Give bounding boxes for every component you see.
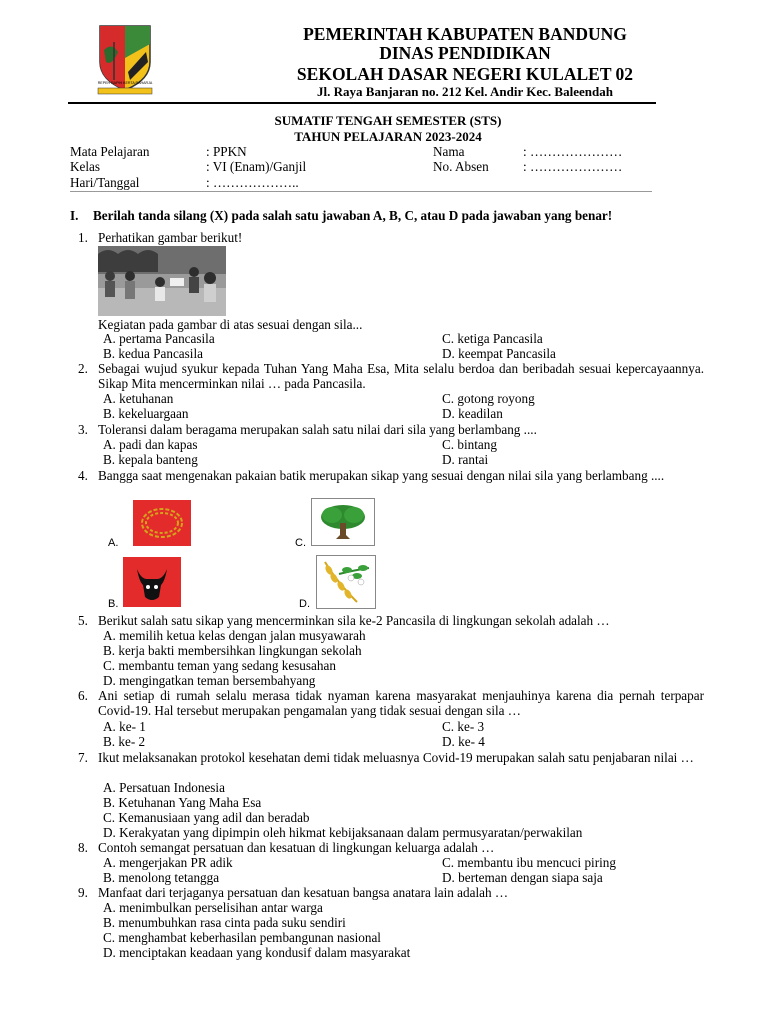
date-label: Hari/Tanggal	[70, 175, 140, 190]
q1-text: Perhatikan gambar berikut!	[98, 230, 243, 245]
subject-label: Mata Pelajaran	[70, 144, 150, 159]
q7-option-c[interactable]: C. Kemanusiaan yang adil dan beradab	[103, 810, 310, 825]
q8-option-d[interactable]: D. berteman dengan siapa saja	[442, 870, 603, 885]
q8-text: Contoh semangat persatuan dan kesatuan di lingkungan keluarga adalah …	[98, 840, 495, 855]
q7-option-d[interactable]: D. Kerakyatan yang dipimpin oleh hikmat kebijaksanaan dalam permusyaratan/perwakilan	[103, 825, 583, 840]
q4-option-c[interactable]: C.	[295, 537, 306, 549]
q6-text: Ani setiap di rumah selalu merasa tidak nyaman karena masyarakat menjauhinya karena dia pernah terpapar Covid-19. Hal tersebut merupakan pengamalan yang tidak sesuai dengan sila …	[98, 688, 704, 719]
header-address: Jl. Raya Banjaran no. 212 Kel. Andir Kec. Baleendah	[317, 84, 613, 99]
q7-option-a[interactable]: A. Persatuan Indonesia	[103, 780, 225, 795]
q9-option-d[interactable]: D. menciptakan keadaan yang kondusif dalam masyarakat	[103, 945, 411, 960]
class-label: Kelas	[70, 159, 101, 174]
q3-text: Toleransi dalam beragama merupakan salah satu nilai dari sila yang berlambang ....	[98, 422, 537, 437]
q8-option-c[interactable]: C. membantu ibu mencuci piring	[442, 855, 616, 870]
q6-option-b[interactable]: B. ke- 2	[103, 734, 146, 749]
q2-option-d[interactable]: D. keadilan	[442, 406, 503, 421]
name-field[interactable]: : …………………	[523, 144, 623, 159]
exam-year: TAHUN PELAJARAN 2023-2024	[294, 129, 482, 144]
name-label: Nama	[433, 144, 465, 159]
q1-photo	[98, 246, 226, 316]
q9-option-c[interactable]: C. menghambat keberhasilan pembangunan nasional	[103, 930, 381, 945]
q3-option-d[interactable]: D. rantai	[442, 452, 489, 467]
q7-option-b[interactable]: B. Ketuhanan Yang Maha Esa	[103, 795, 262, 810]
info-divider	[70, 191, 652, 192]
q7-text: Ikut melaksanakan protokol kesehatan demi tidak meluasnya Covid-19 merupakan salah satu penjabaran nilai …	[98, 750, 694, 765]
q5-text: Berikut salah satu sikap yang mencerminkan sila ke-2 Pancasila di lingkungan sekolah adalah …	[98, 613, 610, 628]
q2-option-a[interactable]: A. ketuhanan	[103, 391, 174, 406]
q3-option-b[interactable]: B. kepala banteng	[103, 452, 198, 467]
q2-option-b[interactable]: B. kekeluargaan	[103, 406, 189, 421]
banyan-tree-icon[interactable]	[311, 498, 375, 546]
q9-text: Manfaat dari terjaganya persatuan dan kesatuan bangsa anatara lain adalah …	[98, 885, 509, 900]
q5-option-c[interactable]: C. membantu teman yang sedang kesusahan	[103, 658, 336, 673]
absen-field[interactable]: : …………………	[523, 159, 623, 174]
q5-option-a[interactable]: A. memilih ketua kelas dengan jalan musyawarah	[103, 628, 366, 643]
header-line-1: PEMERINTAH KABUPATEN BANDUNG	[303, 24, 627, 44]
q4-text: Bangga saat mengenakan pakaian batik merupakan sikap yang sesuai dengan nilai sila yang berlambang ....	[98, 468, 665, 483]
q8-number: 8.	[78, 840, 88, 855]
q6-option-d[interactable]: D. ke- 4	[442, 734, 485, 749]
q4-number: 4.	[78, 468, 88, 483]
instruction-number: I.	[70, 208, 79, 223]
q5-option-d[interactable]: D. mengingatkan teman bersembahyang	[103, 673, 316, 688]
q5-number: 5.	[78, 613, 88, 628]
q1-option-c[interactable]: C. ketiga Pancasila	[442, 331, 543, 346]
q2-text: Sebagai wujud syukur kepada Tuhan Yang Maha Esa, Mita selalu berdoa dan beribadah sesuai kepercayaannya. Sikap Mita mencerminkan nilai … pada Pancasila.	[98, 361, 704, 392]
q1-text-2: Kegiatan pada gambar di atas sesuai dengan sila...	[98, 317, 363, 332]
logo-motto: REPEH RAPIH KERTA RAHARJA	[97, 81, 153, 85]
q8-option-b[interactable]: B. menolong tetangga	[103, 870, 220, 885]
q3-option-c[interactable]: C. bintang	[442, 437, 497, 452]
bull-head-icon[interactable]	[123, 557, 181, 607]
instruction-text: Berilah tanda silang (X) pada salah satu jawaban A, B, C, atau D pada jawaban yang benar!	[93, 208, 613, 223]
q9-number: 9.	[78, 885, 88, 900]
q4-option-a[interactable]: A.	[108, 537, 119, 549]
exam-title: SUMATIF TENGAH SEMESTER (STS)	[274, 113, 502, 128]
subject-value: : PPKN	[206, 144, 247, 159]
q9-option-a[interactable]: A. menimbulkan perselisihan antar warga	[103, 900, 323, 915]
q4-option-b[interactable]: B.	[108, 598, 119, 610]
rice-cotton-icon[interactable]	[316, 555, 376, 609]
q7-number: 7.	[78, 750, 88, 765]
date-field[interactable]: : ………………..	[206, 175, 299, 190]
q1-option-a[interactable]: A. pertama Pancasila	[103, 331, 215, 346]
q5-option-b[interactable]: B. kerja bakti membersihkan lingkungan sekolah	[103, 643, 362, 658]
q3-option-a[interactable]: A. padi dan kapas	[103, 437, 198, 452]
header-line-2: DINAS PENDIDIKAN	[379, 43, 551, 63]
q9-option-b[interactable]: B. menumbuhkan rasa cinta pada suku sendiri	[103, 915, 346, 930]
q1-option-b[interactable]: B. kedua Pancasila	[103, 346, 203, 361]
q2-option-c[interactable]: C. gotong royong	[442, 391, 535, 406]
q2-number: 2.	[78, 361, 88, 376]
q6-number: 6.	[78, 688, 88, 703]
header-divider	[68, 102, 656, 104]
q8-option-a[interactable]: A. mengerjakan PR adik	[103, 855, 233, 870]
q6-option-a[interactable]: A. ke- 1	[103, 719, 146, 734]
q3-number: 3.	[78, 422, 88, 437]
class-value: : VI (Enam)/Ganjil	[206, 159, 307, 174]
school-logo	[90, 22, 160, 98]
header-line-3: SEKOLAH DASAR NEGERI KULALET 02	[296, 64, 634, 84]
q6-option-c[interactable]: C. ke- 3	[442, 719, 485, 734]
q4-option-d[interactable]: D.	[299, 598, 310, 610]
absen-label: No. Absen	[433, 159, 489, 174]
q1-number: 1.	[78, 230, 88, 245]
q1-option-d[interactable]: D. keempat Pancasila	[442, 346, 556, 361]
chain-symbol-icon[interactable]	[133, 500, 191, 546]
